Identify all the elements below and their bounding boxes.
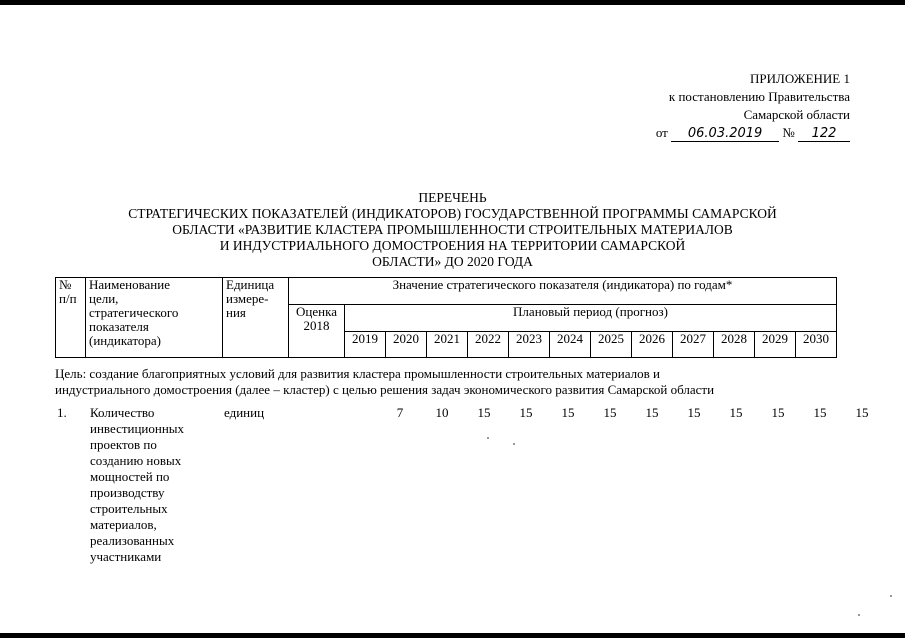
header-year: 2026: [632, 332, 673, 358]
row-name-line: инвестиционных: [90, 421, 185, 436]
header-year: 2022: [468, 332, 509, 358]
document-title: [60, 190, 845, 270]
header-plan-title: Плановый период (прогноз): [345, 305, 837, 332]
handwritten-date: 06.03.2019: [671, 127, 779, 142]
header-year: 2029: [755, 332, 796, 358]
header-name-line-4: показателя: [89, 319, 149, 334]
goal-statement: [55, 366, 855, 398]
header-num-line-1: №: [59, 277, 72, 292]
title-line-5: ОБЛАСТИ» ДО 2020 ГОДА: [372, 254, 533, 269]
scan-speck: [487, 437, 489, 439]
scan-speck: [858, 614, 860, 616]
indicators-table-header: [55, 277, 837, 358]
header-name-line-2: цели,: [89, 291, 119, 306]
row-value-2027: 15: [729, 405, 743, 420]
header-year: 2030: [796, 332, 837, 358]
row-name-line: Количество: [90, 405, 155, 420]
appendix-header: [600, 70, 850, 142]
bottom-scan-border: [0, 633, 905, 638]
title-line-1: ПЕРЕЧЕНЬ: [418, 190, 487, 205]
header-unit-line-1: Единица: [226, 277, 275, 292]
header-name-line-5: (индикатора): [89, 333, 161, 348]
appendix-region: Самарской области: [743, 107, 850, 122]
row-value-2021: 15: [477, 405, 491, 420]
header-values-title: Значение стратегического показателя (индикатора) по годам*: [289, 278, 837, 305]
header-year: 2027: [673, 332, 714, 358]
header-year: 2024: [550, 332, 591, 358]
header-name-line-3: стратегического: [89, 305, 179, 320]
row-name-line: мощностей по: [90, 469, 170, 484]
header-unit-line-2: измере-: [226, 291, 269, 306]
row-value-2029: 15: [813, 405, 827, 420]
date-prefix: от: [655, 125, 668, 140]
appendix-title: ПРИЛОЖЕНИЕ 1: [750, 71, 850, 86]
header-year: 2021: [427, 332, 468, 358]
row-value-2024: 15: [603, 405, 617, 420]
row-name-line: реализованных: [90, 533, 175, 548]
row-name-line: проектов по: [90, 437, 157, 452]
title-line-2: СТРАТЕГИЧЕСКИХ ПОКАЗАТЕЛЕЙ (ИНДИКАТОРОВ) ГОСУДАРСТВЕННОЙ ПРОГРАММЫ САМАРСКОЙ: [128, 206, 777, 221]
appendix-subtitle: к постановлению Правительства: [668, 89, 850, 104]
header-year: 2028: [714, 332, 755, 358]
row-name-line: участниками: [90, 549, 162, 564]
row-number: 1.: [57, 405, 67, 420]
header-estimate-cell: [289, 305, 345, 358]
row-unit: единиц: [224, 405, 265, 420]
row-name-line: созданию новых: [90, 453, 182, 468]
header-unit-line-3: ния: [226, 305, 246, 320]
appendix-date-line: [600, 124, 850, 142]
header-num-line-2: п/п: [59, 291, 77, 306]
row-value-2020: 10: [435, 405, 449, 420]
goal-line-1: Цель: создание благоприятных условий для развития кластера промышленности строительных материалов и: [55, 366, 660, 381]
row-indicator-name: [90, 405, 220, 565]
row-name-line: материалов,: [90, 517, 157, 532]
row-value-2023: 15: [561, 405, 575, 420]
row-value-2022: 15: [519, 405, 533, 420]
goal-line-2: индустриального домостроения (далее – кластер) с целью решения задач экономического развития Самарской области: [55, 382, 715, 397]
number-prefix: №: [782, 125, 795, 140]
top-scan-border: [0, 0, 905, 5]
row-value-2028: 15: [771, 405, 785, 420]
row-value-2026: 15: [687, 405, 701, 420]
header-year: 2019: [345, 332, 386, 358]
header-num-cell: [56, 278, 86, 358]
header-name-line-1: Наименование: [89, 277, 170, 292]
header-estimate-line-2: 2018: [303, 318, 330, 333]
title-line-4: И ИНДУСТРИАЛЬНОГО ДОМОСТРОЕНИЯ НА ТЕРРИТОРИИ САМАРСКОЙ: [219, 238, 686, 253]
row-value-2019: 7: [396, 405, 404, 420]
scan-speck: [890, 595, 892, 597]
row-name-line: производству: [90, 485, 165, 500]
row-value-2025: 15: [645, 405, 659, 420]
title-line-3: ОБЛАСТИ «РАЗВИТИЕ КЛАСТЕРА ПРОМЫШЛЕННОСТИ СТРОИТЕЛЬНЫХ МАТЕРИАЛОВ: [172, 222, 733, 237]
header-estimate-line-1: Оценка: [296, 304, 337, 319]
handwritten-number: 122: [798, 127, 850, 142]
header-year: 2023: [509, 332, 550, 358]
header-year: 2025: [591, 332, 632, 358]
header-year: 2020: [386, 332, 427, 358]
scan-speck: [513, 443, 515, 445]
row-name-line: строительных: [90, 501, 168, 516]
row-value-2030: 15: [855, 405, 869, 420]
header-name-cell: [86, 278, 223, 358]
header-unit-cell: [223, 278, 289, 358]
